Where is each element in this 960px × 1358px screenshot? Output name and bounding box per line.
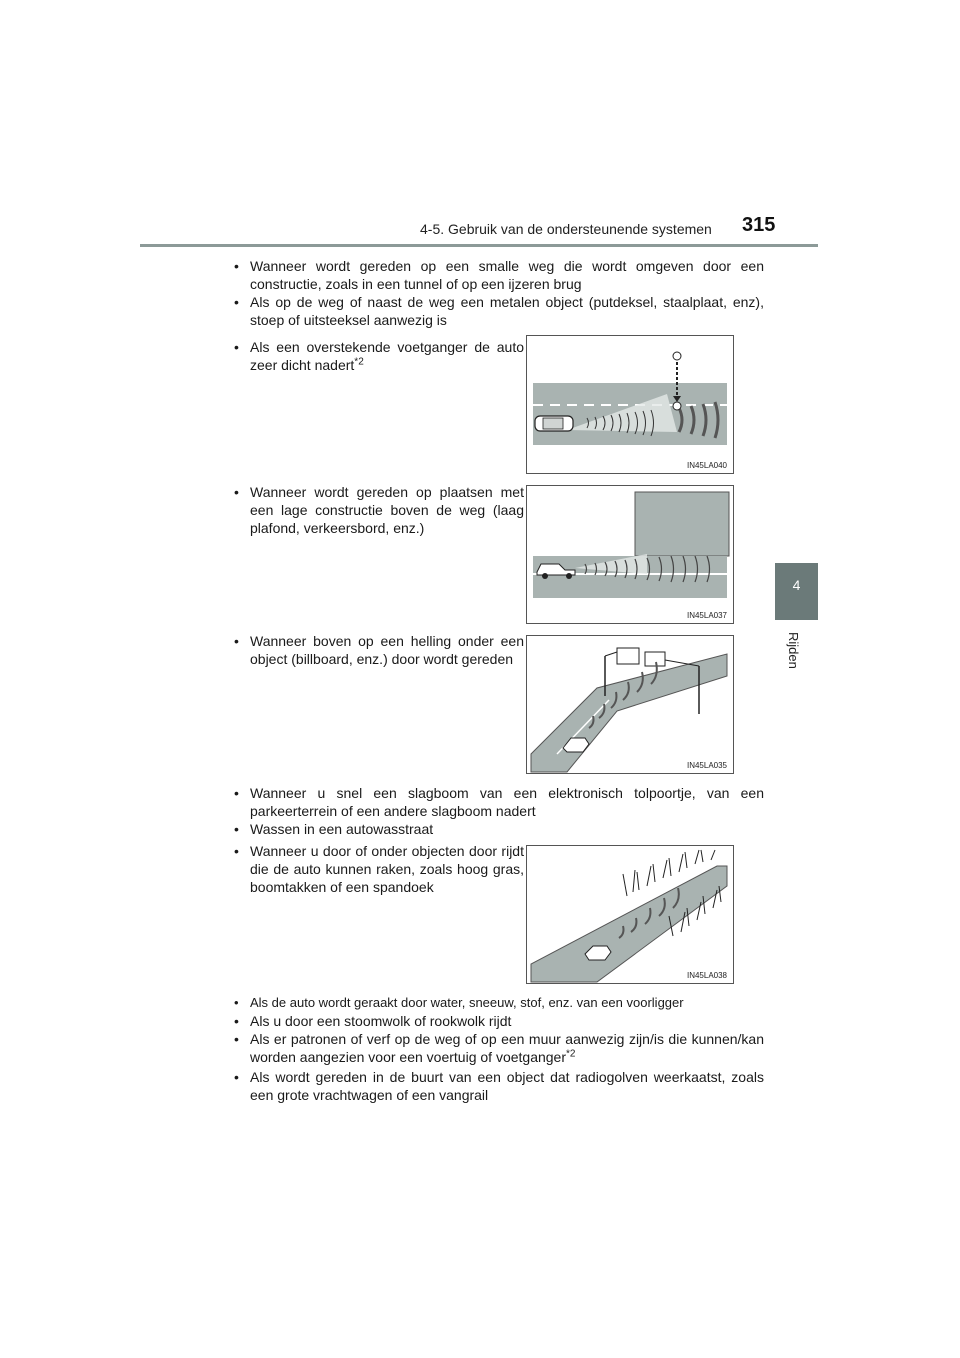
figure-slope-billboard (526, 635, 734, 774)
bullet-steam-smoke: • Als u door een stoomwolk of rookwolk rijdt (232, 1012, 764, 1030)
slope-billboard-illustration (527, 636, 733, 773)
tall-grass-illustration (527, 846, 733, 983)
figure-code: IN45LA040 (686, 461, 727, 470)
pedestrian-illustration (527, 336, 733, 473)
figure-tall-grass (526, 845, 734, 984)
chapter-tab (775, 563, 818, 620)
footnote-marker: *2 (354, 356, 364, 368)
figure-pedestrian (526, 335, 734, 474)
bullet-metal-object: • Als op de weg of naast de weg een metalen object (putdeksel, staalplaat, enz), stoep of uitsteeksel aanwezig is (232, 293, 764, 329)
bullet-splashing: • Als de auto wordt geraakt door water, sneeuw, stof, enz. van een voorligger (232, 994, 764, 1012)
section-title: 4-5. Gebruik van de ondersteunende systemen (420, 221, 712, 237)
bullet-paint-patterns (232, 1030, 764, 1066)
bullet-low-structure: • Wanneer wordt gereden op plaatsen met een lage constructie boven de weg (laag plafond, verkeersbord, enz.) (232, 483, 524, 537)
chapter-number: 4 (792, 577, 801, 593)
bullet-toll-gate: • Wanneer u snel een slagboom van een elektronisch tolpoortje, van een parkeerterrein of een andere slagboom nadert (232, 784, 764, 820)
bullet-radio-reflect: • Als wordt gereden in de buurt van een object dat radiogolven weerkaatst, zoals een grote vrachtwagen of een vangrail (232, 1068, 764, 1104)
bullet-slope-object: • Wanneer boven op een helling onder een object (billboard, enz.) door wordt gereden (232, 632, 524, 668)
page-number: 315 (742, 214, 776, 236)
chapter-label: Rijden (786, 632, 801, 669)
figure-code: IN45LA035 (686, 761, 727, 770)
figure-code: IN45LA038 (686, 971, 727, 980)
footnote-marker: *2 (566, 1048, 576, 1060)
bullet-narrow-road: • Wanneer wordt gereden op een smalle weg die wordt omgeven door een constructie, zoals in een tunnel of op een ijzeren brug (232, 257, 764, 293)
bullet-pedestrian (232, 338, 524, 374)
header-divider (140, 244, 818, 247)
bullet-paint-text: Als er patronen of verf op de weg of op een muur aanwezig zijn/is die kunnen/kan worden aangezien voor een voertuig of voetganger (250, 1031, 764, 1065)
bullet-tall-grass: • Wanneer u door of onder objecten door rijdt die de auto kunnen raken, zoals hoog gras, boomtakken of een spandoek (232, 842, 524, 896)
bullet-pedestrian-text: Als een overstekende voetganger de auto zeer dicht nadert (250, 339, 524, 373)
figure-low-structure (526, 485, 734, 624)
bullet-car-wash: • Wassen in een autowasstraat (232, 820, 764, 838)
low-structure-illustration (527, 486, 733, 623)
figure-code: IN45LA037 (686, 611, 727, 620)
